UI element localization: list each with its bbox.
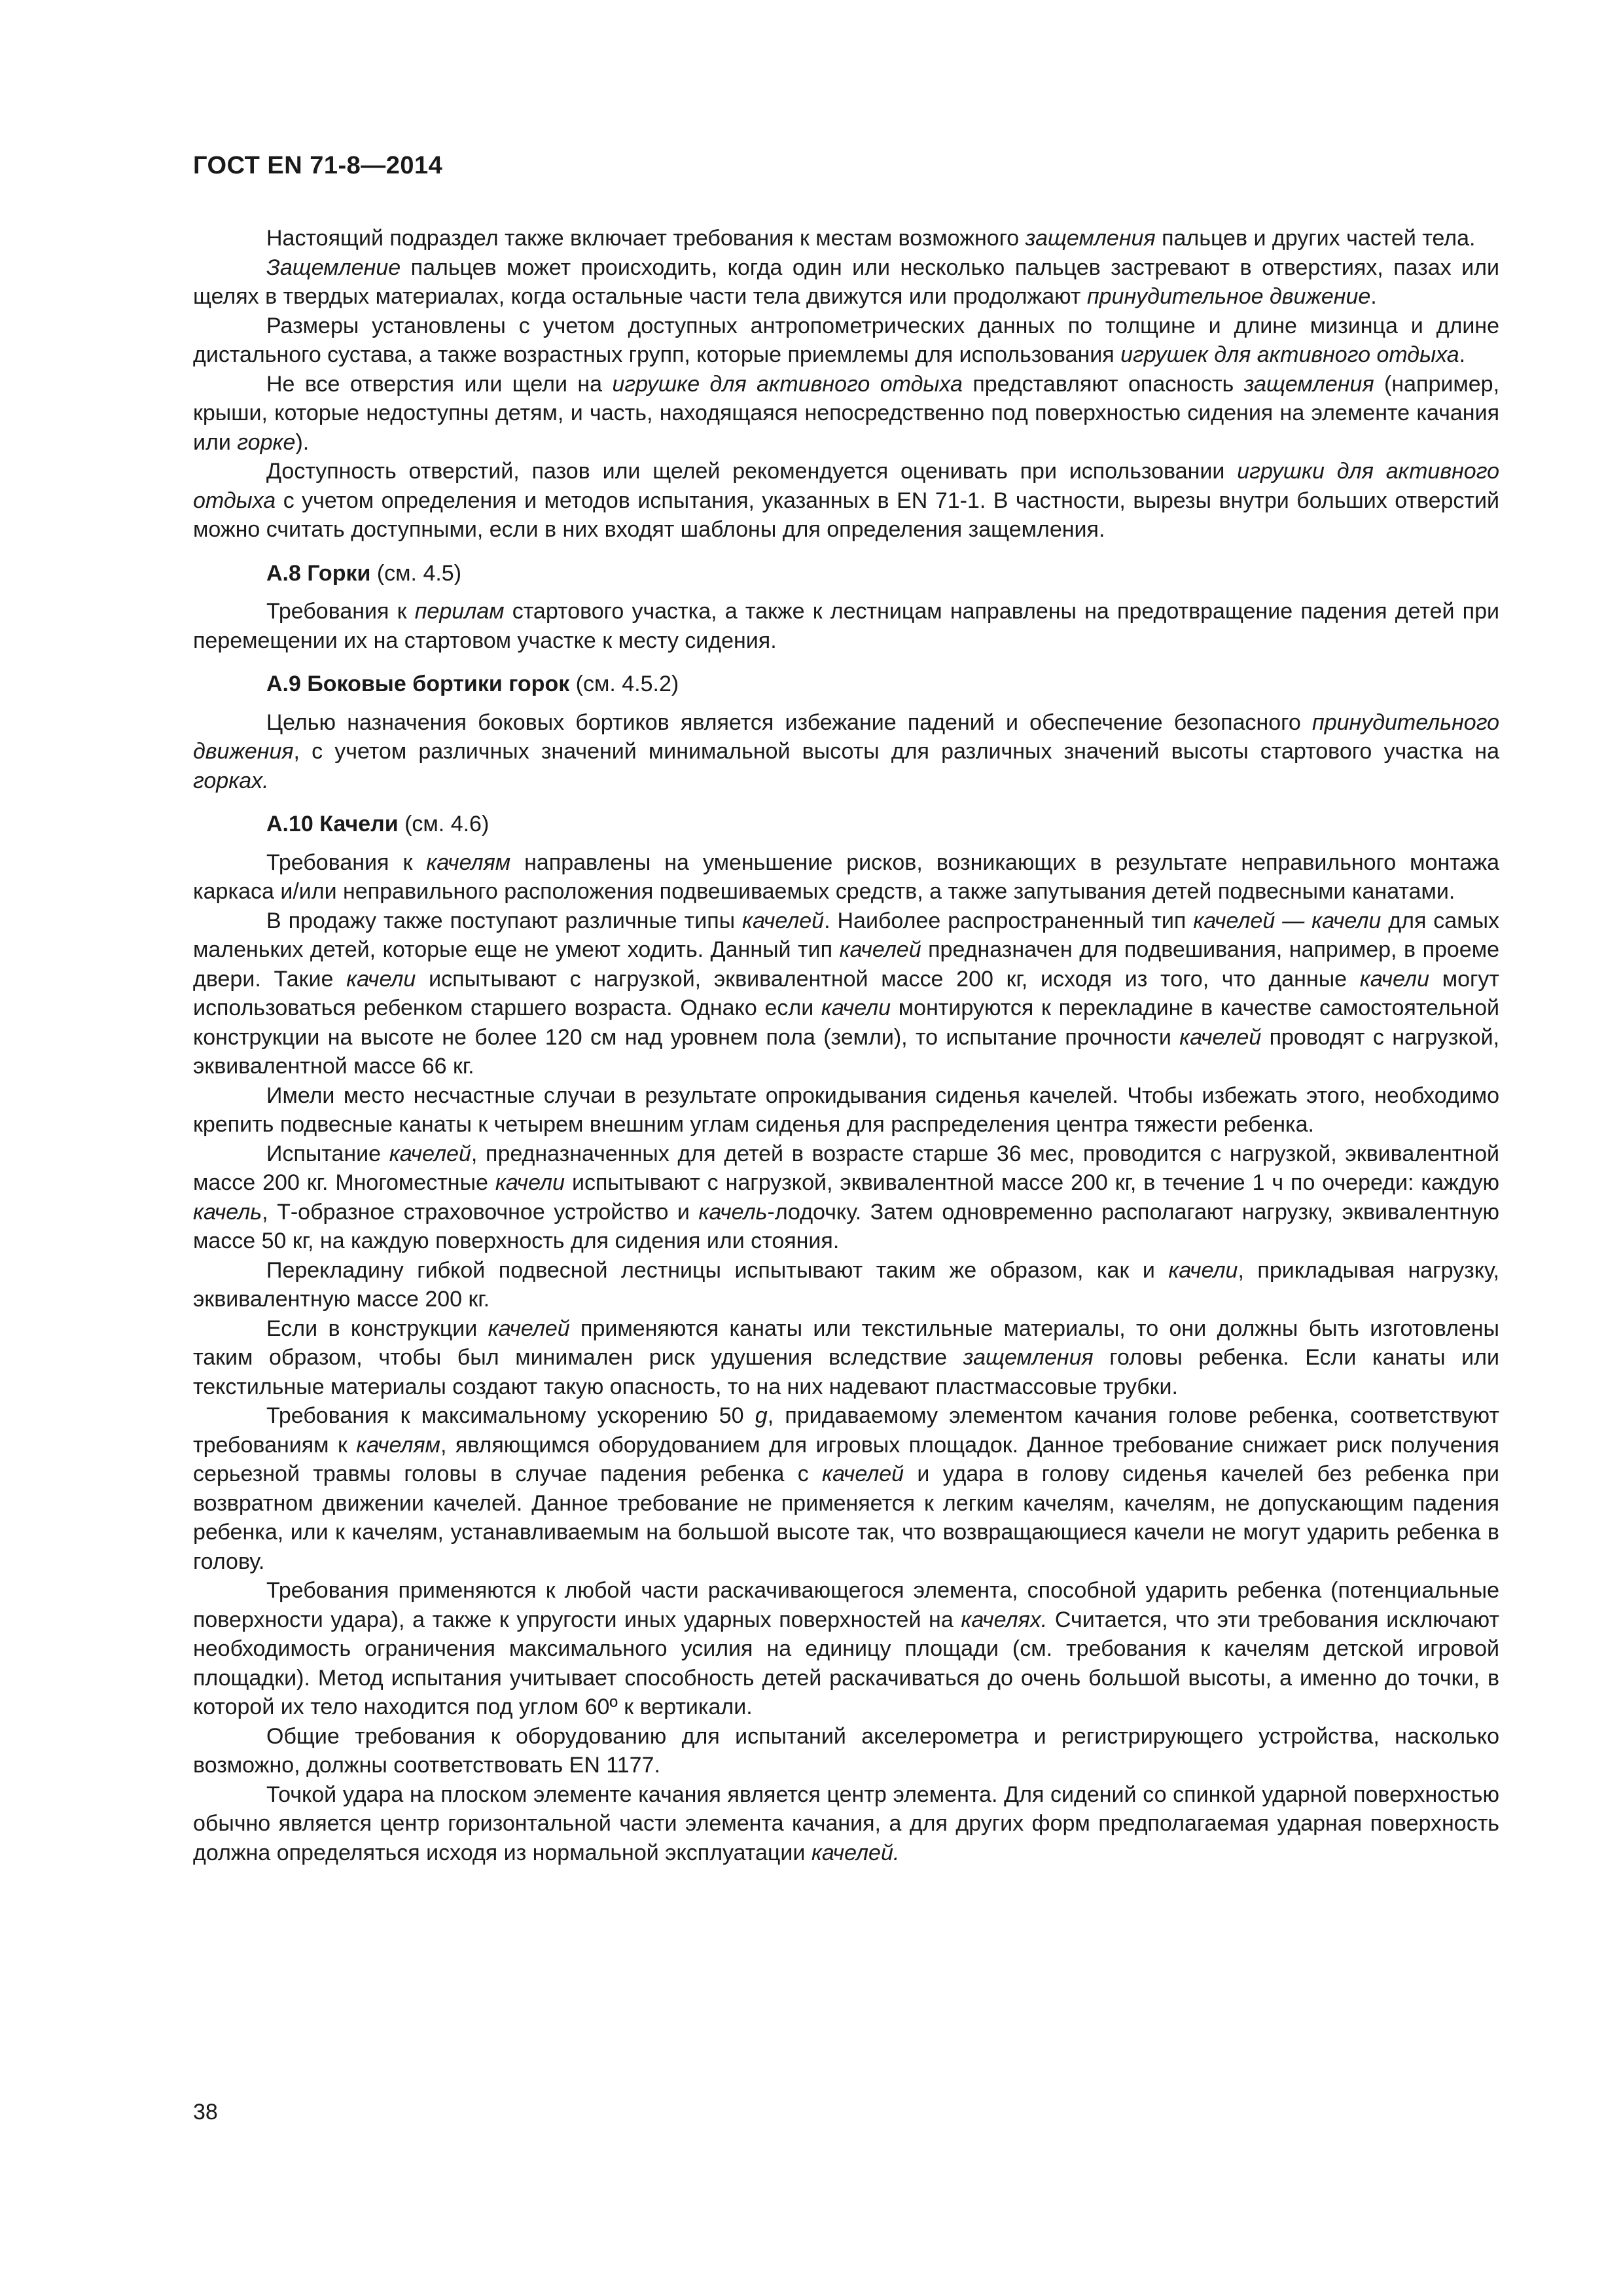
body-paragraph: Перекладину гибкой подвесной лестницы испытывают таким же образом, как и качели, прикладывая нагрузку, эквивалентную массе 200 кг. [193,1257,1499,1312]
body-paragraph: Защемление пальцев может происходить, когда один или несколько пальцев застревают в отверстиях, пазах или щелях в твердых материалах, когда остальные части тела движутся или продолжают принудительное движение. [193,255,1499,309]
body-paragraph: В продажу также поступают различные типы качелей. Наиболее распространенный тип качелей — качели для самых маленьких детей, которые еще не умеют ходить. Данный тип качелей предназначен для подвешивания, например, в проеме двери. Такие качели испытывают с нагрузкой, эквивалентной массе 200 кг, исходя из того, что данные качели могут использоваться ребенком старшего возраста. Однако если качели монтируются к перекладине в качестве самостоятельной конструкции на высоте не более 120 см над уровнем пола (земли), то испытание прочности качелей проводят с нагрузкой, эквивалентной массе 66 кг. [193,908,1500,1079]
section-heading [193,810,1499,839]
body-paragraph: Настоящий подраздел также включает требования к местам возможного защемления пальцев и других частей тела. [266,226,1476,251]
body-paragraph: Требования к перилам стартового участка, а также к лестницам направлены на предотвращение падения детей при перемещении их на стартовом участке к месту сидения. [193,599,1499,653]
body-paragraph: Размеры установлены с учетом доступных антропометрических данных по толщине и длине мизинца и длине дистального сустава, а также возрастных групп, которые приемлемы для использования игрушек для активного отдыха. [193,313,1499,367]
section-heading-reference: (см. 4.5.2) [569,672,679,696]
section-heading-title: А.10 Качели [266,812,399,836]
body-paragraph: Требования применяются к любой части раскачивающегося элемента, способной ударить ребенка (потенциальные поверхности удара), а также к упругости иных ударных поверхностей на качелях. Считается, что эти требования исключают необходимость ограничения максимального усилия на единицу площади (см. требования к качелям детской игровой площадки). Метод испытания учитывает способность детей раскачиваться до очень большой высоты, а именно до точки, в которой их тело находится под углом 60º к вертикали. [193,1578,1499,1719]
document-header: ГОСТ EN 71-8—2014 [193,152,443,179]
section-heading-reference: (см. 4.6) [398,812,490,836]
section-heading-title: А.9 Боковые бортики горок [266,672,570,696]
body-paragraph: Точкой удара на плоском элементе качания является центр элемента. Для сидений со спинкой ударной поверхностью обычно является центр горизонтальной части элемента качания, а для других форм предполагаемая ударная поверхность должна определяться исходя из нормальной эксплуатации качелей. [193,1782,1499,1865]
section-heading [193,670,1499,699]
section-heading-title: А.8 Горки [266,560,371,586]
body-paragraph: Целью назначения боковых бортиков является избежание падений и обеспечение безопасного принудительного движения, с учетом различных значений минимальной высоты для различных значений высоты стартового участка на горках. [193,709,1499,793]
page-number: 38 [193,2100,218,2125]
body-paragraph: Требования к максимальному ускорению 50 g, придаваемому элементом качания голове ребенка, соответствуют требованиям к качелям, являющимся оборудованием для игровых площадок. Данное требование снижает риск получения серьезной травмы головы в случае падения ребенка с качелей и удара в голову сиденья качелей без ребенка при возвратном движении качелей. Данное требование не применяется к легким качелям, качелям, не допускающим падения ребенка, или к качелям, устанавливаемым на большой высоте так, что возвращающиеся качели не могут ударить ребенка в голову. [193,1403,1499,1574]
body-paragraph: Не все отверстия или щели на игрушке для активного отдыха представляют опасность защемления (например, крыши, которые недоступны детям, и часть, находящаяся непосредственно под поверхностью сидения на элементе качания или горке). [193,371,1500,455]
section-heading-reference: (см. 4.5) [370,560,462,586]
body-paragraph: Испытание качелей, предназначенных для детей в возрасте старше 36 мес, проводится с нагрузкой, эквивалентной массе 200 кг. Многоместные качели испытывают с нагрузкой, эквивалентной массе 200 кг, в течение 1 ч по очереди: каждую качель, Т-образное страховочное устройство и качель-лодочку. Затем одновременно располагают нагрузку, эквивалентную массе 50 кг, на каждую поверхность для сидения или стояния. [193,1141,1500,1253]
document-body [193,224,1499,1867]
body-paragraph: Требования к качелям направлены на уменьшение рисков, возникающих в результате неправильного монтажа каркаса и/или неправильного расположения подвешиваемых средств, а также запутывания детей подвесными канатами. [193,850,1499,904]
body-paragraph: Если в конструкции качелей применяются канаты или текстильные материалы, то они должны быть изготовлены таким образом, чтобы был минимален риск удушения вследствие защемления головы ребенка. Если канаты или текстильные материалы создают такую опасность, то на них надевают пластмассовые трубки. [193,1316,1499,1399]
body-paragraph: Доступность отверстий, пазов или щелей рекомендуется оценивать при использовании игрушки для активного отдыха с учетом определения и методов испытания, указанных в EN 71-1. В частности, вырезы внутри больших отверстий можно считать доступными, если в них входят шаблоны для определения защемления. [193,459,1499,542]
body-paragraph: Имели место несчастные случаи в результате опрокидывания сиденья качелей. Чтобы избежать этого, необходимо крепить подвесные канаты к четырем внешним углам сиденья для распределения центра тяжести ребенка. [193,1083,1499,1137]
section-heading [193,559,1499,588]
body-paragraph: Общие требования к оборудованию для испытаний акселерометра и регистрирующего устройства, насколько возможно, должны соответствовать EN 1177. [193,1723,1499,1778]
